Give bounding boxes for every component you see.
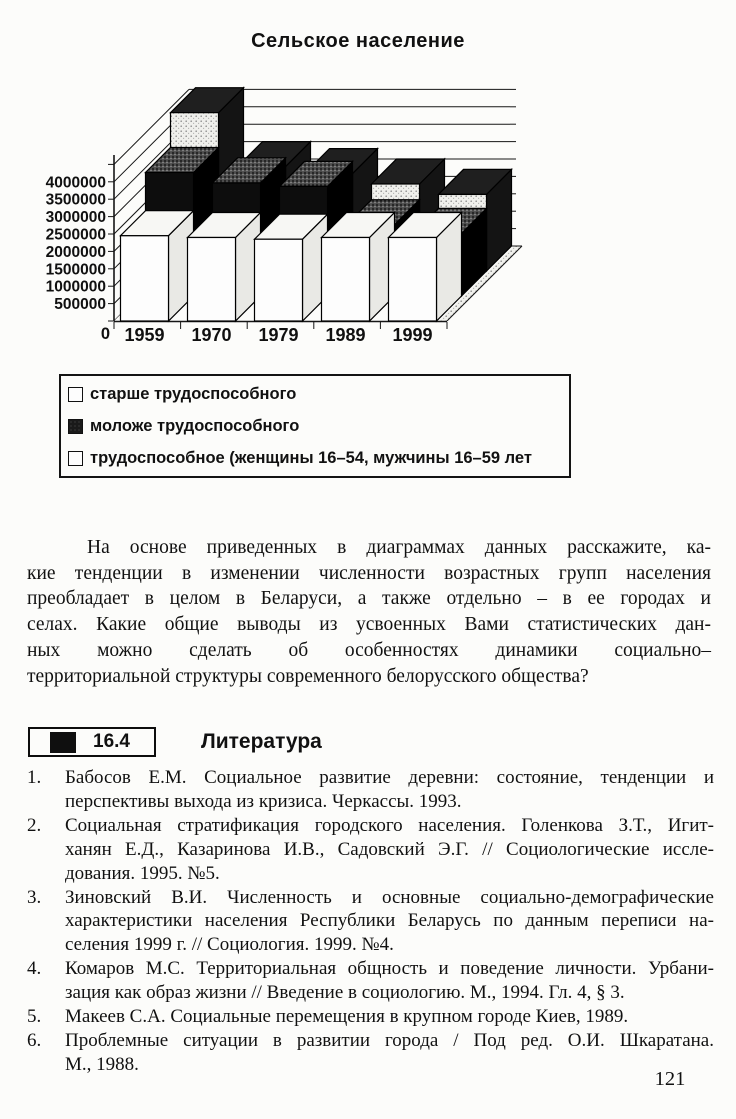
reference-item — [27, 957, 714, 1005]
bar-front-1979 — [255, 214, 328, 321]
paragraph-line: кие тенденции в изменении численности возрастных групп населения — [27, 562, 711, 584]
legend-item — [68, 417, 569, 436]
y-tick-label: 4000000 — [45, 174, 106, 192]
reference-line: Бабосов Е.М. Социальное развитие деревни: состояние, тенденции и — [65, 767, 714, 788]
page-number: 121 — [654, 1068, 686, 1090]
bar-front-face — [255, 239, 303, 321]
x-category-label: 1979 — [258, 325, 299, 345]
section-marker-square — [50, 732, 76, 753]
bar-front-face — [389, 237, 437, 321]
section-header — [28, 726, 322, 758]
y-tick-label: 500000 — [54, 296, 106, 314]
chart-title: Сельское население — [251, 30, 465, 52]
section-title: Литература — [201, 730, 322, 753]
reference-number: 3. — [27, 886, 42, 908]
reference-item — [27, 1005, 714, 1029]
x-category-label: 1999 — [392, 325, 433, 345]
bar-front-1970 — [188, 213, 261, 322]
bar-front-1989 — [322, 213, 395, 322]
paragraph-line: селах. Какие общие выводы из усвоенных Вами статистических дан- — [27, 614, 711, 636]
paragraph — [27, 535, 711, 689]
y-tick-label: 1500000 — [45, 261, 106, 279]
reference-line: дования. 1995. №5. — [65, 862, 220, 884]
legend-item — [68, 449, 569, 468]
bar-front-1999 — [389, 213, 462, 322]
reference-line: Комаров М.С. Территориальная общность и поведение личности. Урбани- — [65, 958, 714, 980]
bar-front-face — [121, 236, 169, 321]
reference-line: зация как образ жизни // Введение в социологию. М., 1994. Гл. 4, § 3. — [65, 982, 625, 1004]
reference-number: 4. — [27, 958, 42, 980]
reference-line: Социальная стратификация городского населения. Голенкова З.Т., Игит- — [65, 814, 714, 836]
reference-number: 6. — [27, 1029, 42, 1051]
legend-label: моложе трудоспособного — [90, 416, 300, 435]
bar-front-1959 — [121, 211, 194, 321]
reference-line: Макеев С.А. Социальные перемещения в крупном городе Киев, 1989. — [65, 1006, 629, 1028]
y-tick-label: 2500000 — [45, 226, 106, 244]
y-origin-label: 0 — [100, 325, 110, 343]
references-list — [27, 766, 714, 1077]
legend-swatch-white — [68, 451, 83, 466]
legend-item — [68, 385, 569, 404]
chart-plot — [46, 80, 522, 345]
reference-number: 2. — [27, 814, 42, 836]
reference-line: Зиновский В.И. Численность и основные социально-демографические — [65, 886, 714, 908]
legend-swatch-white — [68, 387, 83, 402]
legend-label: старше трудоспособного — [90, 384, 297, 403]
legend-swatch-dark — [68, 419, 83, 434]
reference-item — [27, 766, 714, 814]
y-tick-label: 1000000 — [45, 278, 106, 296]
x-category-label: 1970 — [191, 325, 232, 345]
section-number-box — [28, 727, 156, 757]
reference-line: перспективы выхода из кризиса. Черкассы. 1993. — [65, 790, 462, 812]
y-tick-label: 3000000 — [45, 209, 106, 227]
reference-line: Проблемные ситуации в развитии города / Под ред. О.И. Шкаратана. — [65, 1029, 714, 1051]
reference-item — [27, 886, 714, 958]
reference-item — [27, 814, 714, 886]
y-tick-label: 3500000 — [45, 191, 106, 209]
paragraph-line: преобладает в целом в Беларуси, а также отдельно – в ее городах и — [27, 588, 711, 610]
reference-line: М., 1988. — [65, 1053, 139, 1075]
legend-label: трудоспособное (женщины 16–54, мужчины 16–59 лет — [90, 448, 532, 467]
reference-line: ханян Е.Д., Казаринова И.В., Садовский Э.Г. // Социологические иссле- — [65, 838, 714, 860]
reference-number: 1. — [27, 767, 42, 788]
paragraph-line: На основе приведенных в диаграммах данных расскажите, ка- — [87, 537, 711, 558]
paragraph-line: ных можно сделать об особенностях динамики социально– — [27, 639, 711, 661]
reference-number: 5. — [27, 1006, 42, 1028]
chart-legend-box — [59, 374, 571, 478]
x-category-label: 1989 — [325, 325, 366, 345]
reference-line: характеристики населения Республики Беларусь по данным переписи на- — [65, 910, 714, 932]
bar-front-face — [188, 237, 236, 321]
reference-item — [27, 1029, 714, 1077]
paragraph-line: территориальной структуры современного белорусского общества? — [27, 665, 589, 687]
bar-front-face — [322, 237, 370, 321]
section-number: 16.4 — [93, 731, 130, 752]
x-category-label: 1959 — [124, 325, 165, 345]
y-tick-label: 2000000 — [45, 243, 106, 261]
reference-line: селения 1999 г. // Социология. 1999. №4. — [65, 934, 394, 956]
